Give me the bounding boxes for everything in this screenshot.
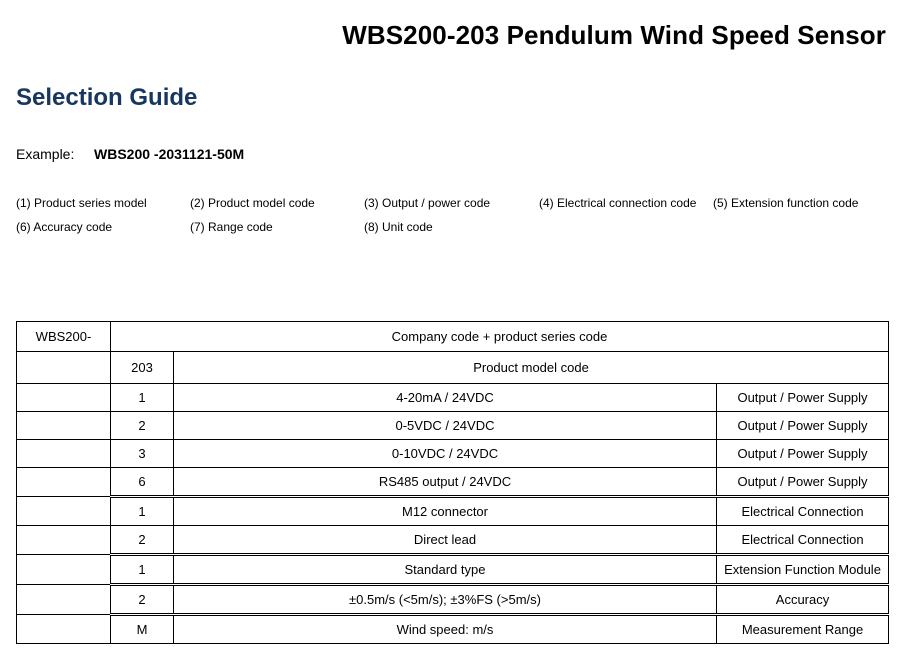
- series-desc-cell: Company code + product series code: [111, 322, 889, 352]
- option-code-cell: 2: [111, 585, 174, 615]
- table-row: [17, 585, 889, 615]
- blank-cell: [17, 440, 111, 468]
- option-desc-cell: 4-20mA / 24VDC: [174, 384, 717, 412]
- table-row: [17, 497, 889, 526]
- option-category-cell: Output / Power Supply: [717, 468, 889, 497]
- code-label-unit: (8) Unit code: [364, 220, 433, 234]
- option-desc-cell: Standard type: [174, 555, 717, 585]
- table-row: [17, 526, 889, 555]
- blank-cell: [17, 352, 111, 384]
- blank-cell: [17, 468, 111, 497]
- option-category-cell: Electrical Connection: [717, 526, 889, 555]
- option-desc-cell: Direct lead: [174, 526, 717, 555]
- code-label-extension-function: (5) Extension function code: [713, 196, 859, 210]
- option-category-cell: Measurement Range: [717, 615, 889, 644]
- code-label-accuracy: (6) Accuracy code: [16, 220, 113, 234]
- option-category-cell: Accuracy: [717, 585, 889, 615]
- option-desc-cell: Wind speed: m/s: [174, 615, 717, 644]
- blank-cell: [17, 412, 111, 440]
- option-code-cell: 2: [111, 412, 174, 440]
- option-category-cell: Output / Power Supply: [717, 440, 889, 468]
- option-desc-cell: 0-10VDC / 24VDC: [174, 440, 717, 468]
- blank-cell: [17, 585, 111, 615]
- selection-guide-table: [16, 321, 889, 644]
- code-label-product-series: (1) Product series model: [16, 196, 147, 210]
- table-row-model: [17, 352, 889, 384]
- option-code-cell: 6: [111, 468, 174, 497]
- option-desc-cell: RS485 output / 24VDC: [174, 468, 717, 497]
- option-code-cell: 3: [111, 440, 174, 468]
- example-label: Example:: [16, 146, 75, 162]
- model-code-cell: 203: [111, 352, 174, 384]
- option-code-cell: 1: [111, 384, 174, 412]
- blank-cell: [17, 384, 111, 412]
- blank-cell: [17, 615, 111, 644]
- option-code-cell: 2: [111, 526, 174, 555]
- option-category-cell: Output / Power Supply: [717, 412, 889, 440]
- option-category-cell: Output / Power Supply: [717, 384, 889, 412]
- table-row-series: [17, 322, 889, 352]
- table-row: [17, 468, 889, 497]
- blank-cell: [17, 497, 111, 526]
- option-desc-cell: ±0.5m/s (<5m/s); ±3%FS (>5m/s): [174, 585, 717, 615]
- code-label-output-power: (3) Output / power code: [364, 196, 491, 210]
- blank-cell: [17, 555, 111, 585]
- option-code-cell: M: [111, 615, 174, 644]
- option-category-cell: Electrical Connection: [717, 497, 889, 526]
- table-row: [17, 555, 889, 585]
- table-row: [17, 412, 889, 440]
- blank-cell: [17, 526, 111, 555]
- example-value: WBS200 -2031121-50M: [94, 146, 245, 162]
- series-code-cell: WBS200-: [17, 322, 111, 352]
- model-desc-cell: Product model code: [174, 352, 889, 384]
- option-category-cell: Extension Function Module: [717, 555, 889, 585]
- table-row: [17, 615, 889, 644]
- table-row: [17, 384, 889, 412]
- table-row: [17, 440, 889, 468]
- option-code-cell: 1: [111, 497, 174, 526]
- option-code-cell: 1: [111, 555, 174, 585]
- option-desc-cell: 0-5VDC / 24VDC: [174, 412, 717, 440]
- code-label-range: (7) Range code: [190, 220, 273, 234]
- code-label-product-model: (2) Product model code: [190, 196, 315, 210]
- option-desc-cell: M12 connector: [174, 497, 717, 526]
- section-title: Selection Guide: [16, 84, 198, 111]
- document-title: WBS200-203 Pendulum Wind Speed Sensor: [342, 20, 886, 50]
- code-label-electrical-connection: (4) Electrical connection code: [539, 196, 697, 210]
